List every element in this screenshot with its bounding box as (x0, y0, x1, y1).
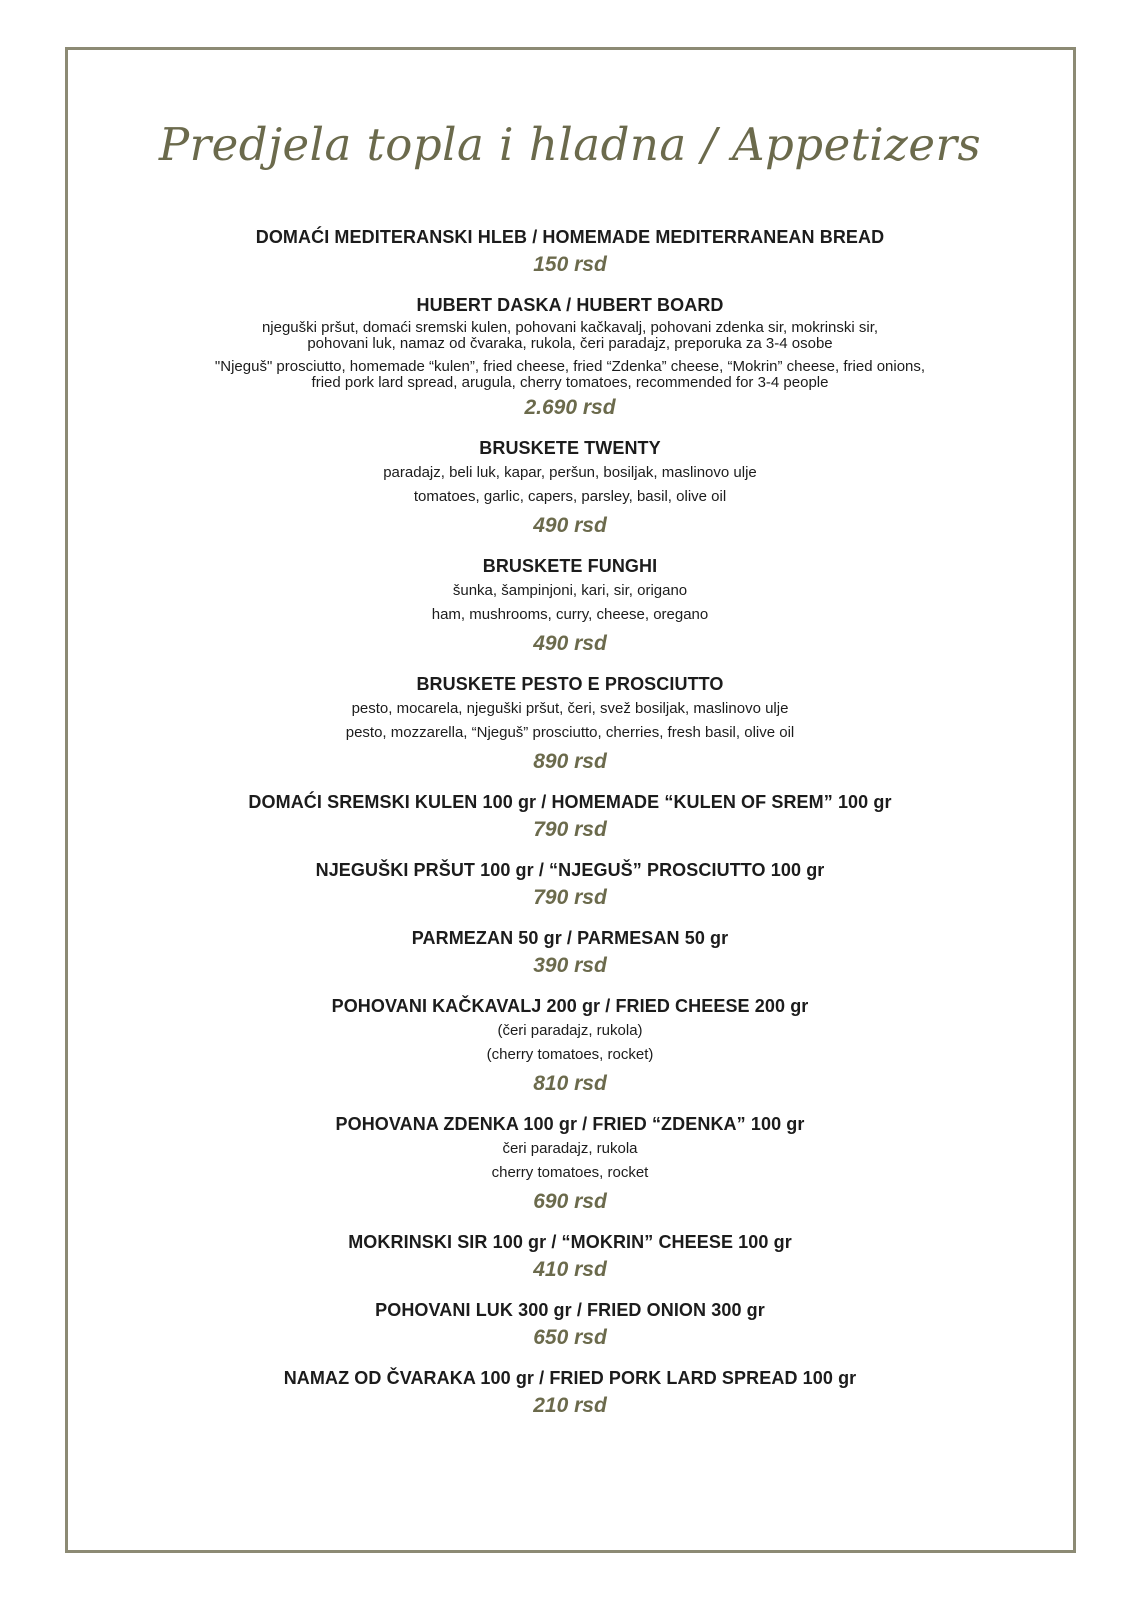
desc-line: "Njeguš" prosciutto, homemade “kulen”, fried cheese, fried “Zdenka” cheese, “Mokrin” cheese, fried onions, (214, 358, 926, 375)
menu-item-kulen (0, 791, 1140, 845)
item-price: 410 rsd (533, 1258, 607, 1281)
menu-item-fried-cheese (0, 995, 1140, 1099)
menu-item-prosciutto (0, 859, 1140, 913)
item-name: MOKRINSKI SIR 100 gr / “MOKRIN” CHEESE 100 gr (348, 1232, 792, 1252)
menu-item-fried-onion (0, 1299, 1140, 1353)
item-price: 690 rsd (533, 1190, 607, 1213)
item-description-sr: čeri paradajz, rukola (502, 1140, 638, 1157)
item-description-sr: (čeri paradajz, rukola) (497, 1022, 643, 1039)
item-name: POHOVANI KAČKAVALJ 200 gr / FRIED CHEESE 200 gr (331, 996, 809, 1016)
menu-item-bruskete-funghi (0, 555, 1140, 659)
item-name: HUBERT DASKA / HUBERT BOARD (416, 295, 724, 315)
menu-item-zdenka (0, 1113, 1140, 1217)
menu-title: Predjela topla i hladna / Appetizers (158, 118, 982, 171)
item-description-en (0, 359, 1140, 391)
menu-item-bread (0, 226, 1140, 280)
item-description-en: cherry tomatoes, rocket (491, 1164, 649, 1181)
item-price: 390 rsd (533, 954, 607, 977)
menu-list (0, 226, 1140, 1435)
item-price: 790 rsd (533, 886, 607, 909)
item-name: BRUSKETE PESTO E PROSCIUTTO (416, 674, 724, 694)
item-name: PARMEZAN 50 gr / PARMESAN 50 gr (411, 928, 729, 948)
item-price: 890 rsd (533, 750, 607, 773)
desc-line: pohovani luk, namaz od čvaraka, rukola, čeri paradajz, preporuka za 3-4 osobe (307, 335, 833, 352)
menu-item-parmesan (0, 927, 1140, 981)
menu-item-hubert-board (0, 294, 1140, 423)
item-name: POHOVANA ZDENKA 100 gr / FRIED “ZDENKA” 100 gr (335, 1114, 805, 1134)
item-name: DOMAĆI SREMSKI KULEN 100 gr / HOMEMADE “KULEN OF SREM” 100 gr (248, 792, 892, 812)
item-description-en: (cherry tomatoes, rocket) (486, 1046, 654, 1063)
item-description-sr: paradajz, beli luk, kapar, peršun, bosiljak, maslinovo ulje (383, 464, 757, 481)
desc-line: fried pork lard spread, arugula, cherry tomatoes, recommended for 3-4 people (311, 374, 829, 391)
item-description-en: ham, mushrooms, curry, cheese, oregano (431, 606, 709, 623)
item-price: 210 rsd (533, 1394, 607, 1417)
item-description-sr: šunka, šampinjoni, kari, sir, origano (452, 582, 688, 599)
item-description-en: tomatoes, garlic, capers, parsley, basil, olive oil (413, 488, 727, 505)
menu-item-bruskete-pesto (0, 673, 1140, 777)
item-description-sr: pesto, mocarela, njeguški pršut, čeri, svež bosiljak, maslinovo ulje (351, 700, 789, 717)
item-name: BRUSKETE TWENTY (479, 438, 661, 458)
menu-item-mokrin-cheese (0, 1231, 1140, 1285)
item-description-sr (0, 320, 1140, 352)
item-price: 650 rsd (533, 1326, 607, 1349)
item-price: 2.690 rsd (524, 396, 616, 419)
item-name: DOMAĆI MEDITERANSKI HLEB / HOMEMADE MEDITERRANEAN BREAD (255, 227, 885, 247)
menu-item-lard-spread (0, 1367, 1140, 1421)
item-price: 810 rsd (533, 1072, 607, 1095)
desc-line: njeguški pršut, domaći sremski kulen, pohovani kačkavalj, pohovani zdenka sir, mokrinski sir, (261, 319, 879, 336)
item-name: NAMAZ OD ČVARAKA 100 gr / FRIED PORK LARD SPREAD 100 gr (283, 1368, 857, 1388)
item-price: 490 rsd (533, 514, 607, 537)
item-price: 790 rsd (533, 818, 607, 841)
item-name: POHOVANI LUK 300 gr / FRIED ONION 300 gr (375, 1300, 765, 1320)
item-description-en: pesto, mozzarella, “Njeguš” prosciutto, cherries, fresh basil, olive oil (345, 724, 795, 741)
item-name: NJEGUŠKI PRŠUT 100 gr / “NJEGUŠ” PROSCIUTTO 100 gr (315, 860, 825, 880)
menu-item-bruskete-twenty (0, 437, 1140, 541)
item-name: BRUSKETE FUNGHI (482, 556, 658, 576)
item-price: 490 rsd (533, 632, 607, 655)
item-price: 150 rsd (533, 253, 607, 276)
